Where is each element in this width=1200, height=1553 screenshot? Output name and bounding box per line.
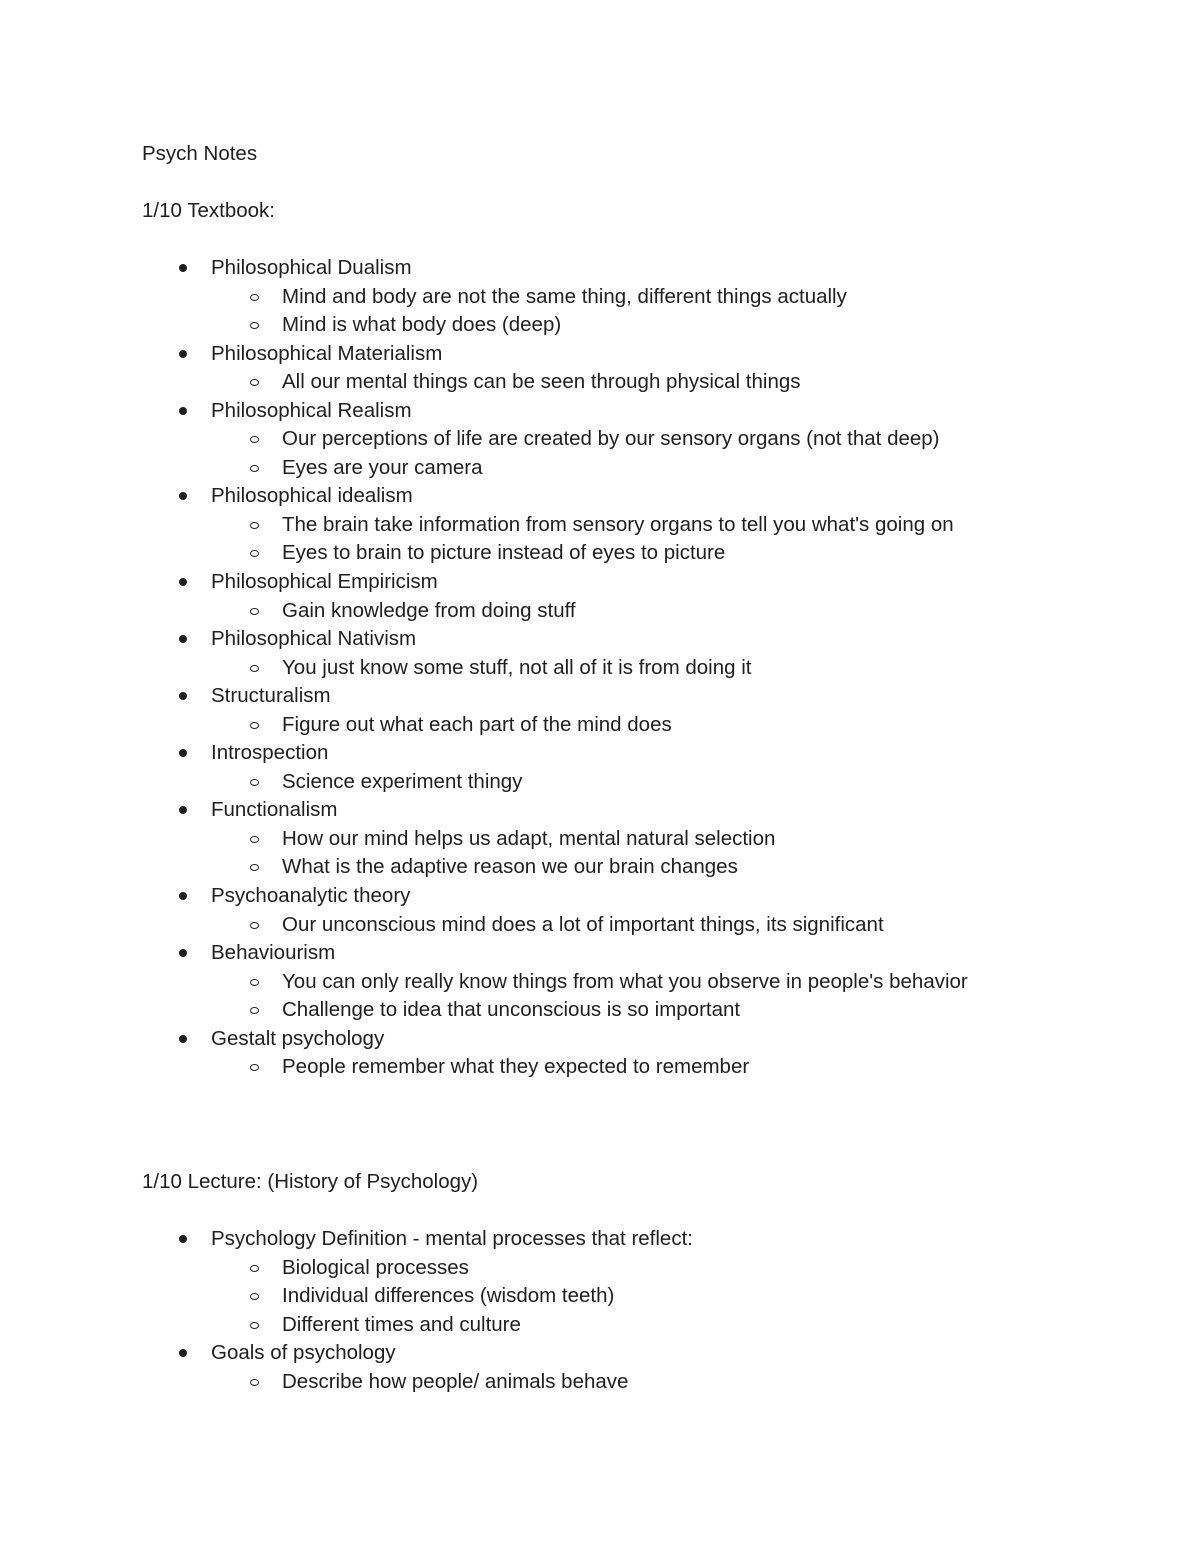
list-item-text: People remember what they expected to remember	[282, 1055, 750, 1079]
hollow-bullet-icon	[250, 722, 259, 729]
list-item-text: Biological processes	[282, 1255, 469, 1279]
list-item-text: Eyes to brain to picture instead of eyes to picture	[282, 541, 726, 565]
list-item-text: Functionalism	[211, 798, 338, 822]
hollow-bullet-icon	[250, 779, 259, 786]
hollow-bullet-icon	[250, 294, 259, 301]
list-item-text: Philosophical Realism	[211, 398, 412, 422]
hollow-bullet-icon	[250, 379, 259, 386]
list-item-text: Mind is what body does (deep)	[282, 313, 562, 337]
hollow-bullet-icon	[250, 979, 259, 986]
list-item-text: You can only really know things from what you observe in people's behavior	[282, 969, 968, 993]
filled-bullet-icon	[179, 1235, 187, 1243]
list-item-text: Psychoanalytic theory	[211, 884, 411, 908]
list-item-text: Science experiment thingy	[282, 769, 523, 793]
list-item-text: Philosophical Nativism	[211, 627, 417, 651]
filled-bullet-icon	[179, 578, 187, 586]
hollow-bullet-icon	[250, 608, 259, 615]
filled-bullet-icon	[179, 635, 187, 643]
document-title: Psych Notes	[142, 142, 258, 165]
list-item-text: All our mental things can be seen through physical things	[282, 370, 801, 394]
filled-bullet-icon	[179, 692, 187, 700]
list-item-text: What is the adaptive reason we our brain changes	[282, 855, 738, 879]
hollow-bullet-icon	[250, 1064, 259, 1071]
list-item-text: Our perceptions of life are created by our sensory organs (not that deep)	[282, 427, 940, 451]
list-item-text: Figure out what each part of the mind does	[282, 712, 672, 736]
list-item-text: Philosophical Dualism	[211, 256, 412, 279]
hollow-bullet-icon	[250, 665, 259, 672]
filled-bullet-icon	[179, 492, 187, 500]
list-item-text: Gestalt psychology	[211, 1026, 385, 1050]
list-item-text: Behaviourism	[211, 941, 336, 965]
filled-bullet-icon	[179, 1035, 187, 1043]
hollow-bullet-icon	[250, 522, 259, 529]
filled-bullet-icon	[179, 264, 187, 272]
list-item-text: Our unconscious mind does a lot of important things, its significant	[282, 912, 884, 936]
list-item-text: Philosophical Materialism	[211, 341, 443, 365]
list-item-text: Philosophical idealism	[211, 484, 413, 508]
list-item-text: Challenge to idea that unconscious is so important	[282, 998, 741, 1022]
list-item-text: Gain knowledge from doing stuff	[282, 598, 576, 622]
filled-bullet-icon	[179, 350, 187, 358]
list-item-text: Introspection	[211, 741, 329, 765]
hollow-bullet-icon	[250, 1322, 259, 1329]
hollow-bullet-icon	[250, 922, 259, 929]
filled-bullet-icon	[179, 892, 187, 900]
list-item-text: Philosophical Empiricism	[211, 570, 438, 594]
filled-bullet-icon	[179, 1349, 187, 1357]
hollow-bullet-icon	[250, 322, 259, 329]
section-heading-textbook: 1/10 Textbook:	[142, 199, 275, 222]
list-item-text: Individual differences (wisdom teeth)	[282, 1284, 615, 1308]
list-item-text: You just know some stuff, not all of it is from doing it	[282, 655, 752, 679]
filled-bullet-icon	[179, 407, 187, 415]
list-item-text: Different times and culture	[282, 1312, 521, 1336]
list-item-text: Goals of psychology	[211, 1341, 396, 1365]
hollow-bullet-icon	[250, 864, 259, 871]
filled-bullet-icon	[179, 949, 187, 957]
list-item-text: Psychology Definition - mental processes that reflect:	[211, 1227, 693, 1250]
list-item-text: Eyes are your camera	[282, 455, 483, 479]
list-item-text: Structuralism	[211, 684, 331, 708]
list-item-text: Describe how people/ animals behave	[282, 1369, 629, 1393]
list-item-text: Mind and body are not the same thing, different things actually	[282, 284, 847, 308]
hollow-bullet-icon	[250, 436, 259, 443]
hollow-bullet-icon	[250, 1007, 259, 1014]
filled-bullet-icon	[179, 806, 187, 814]
hollow-bullet-icon	[250, 465, 259, 472]
hollow-bullet-icon	[250, 1265, 259, 1272]
hollow-bullet-icon	[250, 1293, 259, 1300]
section-heading-lecture: 1/10 Lecture: (History of Psychology)	[142, 1170, 479, 1193]
hollow-bullet-icon	[250, 550, 259, 557]
filled-bullet-icon	[179, 749, 187, 757]
list-item-text: How our mind helps us adapt, mental natural selection	[282, 826, 776, 850]
hollow-bullet-icon	[250, 836, 259, 843]
list-item-text: The brain take information from sensory organs to tell you what's going on	[282, 512, 954, 536]
hollow-bullet-icon	[250, 1379, 259, 1386]
